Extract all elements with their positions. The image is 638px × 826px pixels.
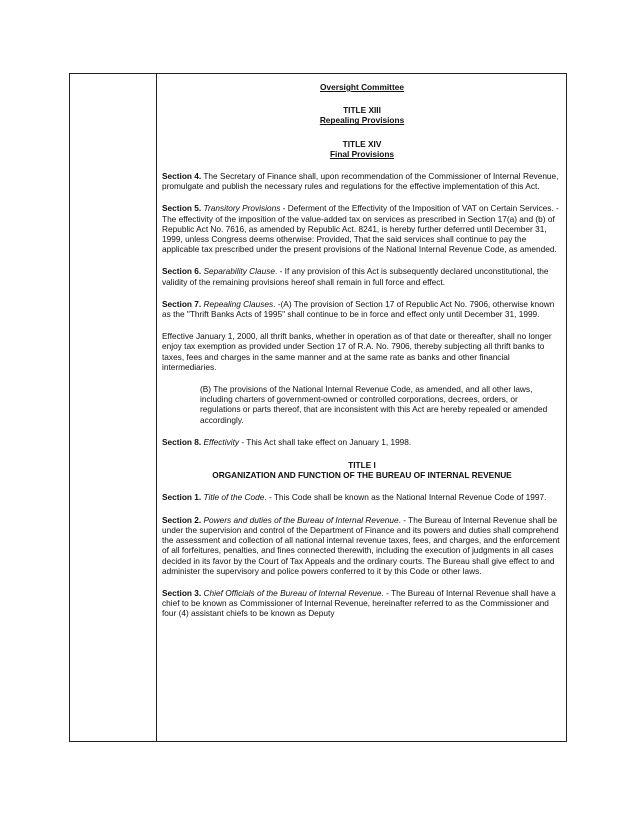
t1-section-1-heading: Title of the Code — [203, 492, 265, 503]
title-i: TITLE I — [348, 460, 376, 471]
title-xiv-subtitle: Final Provisions — [329, 148, 395, 159]
section-5 — [162, 203, 562, 254]
document-content — [162, 82, 562, 619]
section-7-thrift-banks: Effective January 1, 2000, all thrift banks, whether in operation as of that date or thereafter, shall no longer enjoy tax exemption as provided under Section 17 of R.A. No. 7906, thereby subjecting all thrift banks to taxes, fees and charges in the same manner and at the same rate as banks and other financial intermediaries. — [162, 331, 552, 372]
title-xiv: TITLE XIV — [342, 138, 382, 149]
t1-section-1-text: . - This Code shall be known as the National Internal Revenue Code of 1997. — [264, 492, 547, 503]
section-4 — [162, 171, 562, 191]
title-xiii-subtitle: Repealing Provisions — [319, 115, 405, 126]
section-7-b: (B) The provisions of the National Internal Revenue Code, as amended, and all other laws, including charters of government-owned or controlled corporations, decrees, orders, or regulations or parts thereof, that are inconsistent with this Act are hereby repealed or amended accordingly. — [200, 384, 548, 425]
section-4-label: Section 4. — [162, 171, 202, 182]
section-7-text: . -(A) The provision of Section 17 of Republic Act No. 7906, otherwise known as the "Thrift Banks Acts of 1995" shall continue to be in force and effect only until December 31, 1999. — [162, 298, 555, 320]
t1-section-3-label: Section 3. — [162, 587, 202, 598]
document-frame — [69, 73, 567, 742]
section-6-text: . - If any provision of this Act is subsequently declared unconstitutional, the validity of the remaining provisions hereof shall remain in full force and effect. — [162, 266, 549, 287]
t1-section-3 — [162, 588, 562, 619]
section-6-heading: Separability Clause — [203, 266, 275, 277]
section-8-heading: Effectivity — [203, 436, 240, 447]
t1-section-2-text: . - The Bureau of Internal Revenue shall be under the supervision and control of the Department of Finance and its powers and duties shall comprehend the assessment and collection of all national internal revenue taxes, fees, and charges, and the enforcement of all forfeitures, penalties, and fines connected therewith, including the execution of judgments in all cases decided in its favor by the Court of Tax Appeals and the ordinary courts. The Bureau shall give effect to and administer the supervisory and police powers conferred to it by this Code or other laws. — [162, 514, 560, 576]
t1-section-3-text: . - The Bureau of Internal Revenue shall have a chief to be known as Commissioner of Internal Revenue, hereinafter referred to as the Commissioner and four (4) assistant chiefs to be known as Deputy — [162, 587, 556, 619]
section-5-text: - Deferment of the Effectivity of the Imposition of VAT on Certain Services. - The effectivity of the imposition of the value-added tax on services as prescribed in Section 17(a) and (b) of Republic Act No. 7616, as amended by Republic Act. 8241, is hereby further deferred until December 31, 1999, unless Congress deems otherwise: Provided, That the said services shall continue to pay the applicable tax prescribed under the present provisions of the National Internal Revenue Code, as amended. — [162, 203, 559, 255]
section-4-text: The Secretary of Finance shall, upon recommendation of the Commissioner of Internal Revenue, promulgate and publish the necessary rules and regulations for the effective implementation of this Act. — [162, 171, 559, 192]
title-xiii: TITLE XIII — [343, 105, 381, 116]
section-7-label: Section 7. — [162, 298, 202, 309]
section-7-heading: Repealing Clauses — [203, 298, 274, 309]
section-6-label: Section 6. — [162, 266, 202, 277]
t1-section-1 — [162, 492, 562, 502]
committee-heading: Oversight Committee — [320, 82, 404, 92]
column-divider — [156, 74, 157, 741]
section-8-text: - This Act shall take effect on January 1, 1998. — [239, 436, 412, 447]
section-8 — [162, 437, 562, 447]
t1-section-3-heading: Chief Officials of the Bureau of Internal Revenue — [203, 587, 382, 598]
t1-section-2-label: Section 2. — [162, 514, 202, 525]
t1-section-2-heading: Powers and duties of the Bureau of Internal Revenue — [203, 514, 399, 525]
section-7 — [162, 299, 562, 319]
t1-section-1-label: Section 1. — [162, 492, 202, 503]
section-5-label: Section 5. — [162, 203, 202, 214]
t1-section-2 — [162, 515, 562, 576]
section-6 — [162, 266, 562, 286]
section-8-label: Section 8. — [162, 436, 202, 447]
section-5-heading: Transitory Provisions — [203, 203, 281, 214]
title-i-subtitle: ORGANIZATION AND FUNCTION OF THE BUREAU OF INTERNAL REVENUE — [212, 470, 512, 481]
